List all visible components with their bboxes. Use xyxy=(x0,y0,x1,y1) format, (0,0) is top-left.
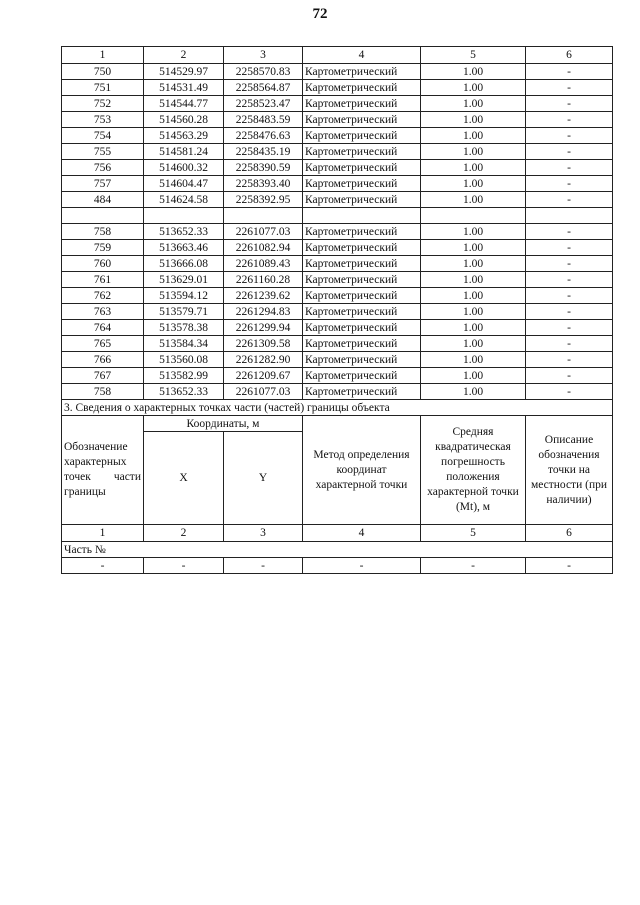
table-cell: 2261294.83 xyxy=(224,304,303,320)
table-row xyxy=(62,112,613,128)
table-cell: 1.00 xyxy=(421,288,526,304)
header-description: Описание обозначения точки на местности (при наличии) xyxy=(526,416,613,525)
table-cell: - xyxy=(526,256,613,272)
separator-row xyxy=(62,208,613,224)
table-row xyxy=(62,64,613,80)
table-cell: 1.00 xyxy=(421,192,526,208)
table-cell: 1.00 xyxy=(421,352,526,368)
table-cell: 1.00 xyxy=(421,224,526,240)
table-cell: - xyxy=(526,304,613,320)
header-coordinates: Координаты, м xyxy=(144,416,303,432)
table-cell: 1.00 xyxy=(421,176,526,192)
table-cell: Картометрический xyxy=(303,272,421,288)
section-3 xyxy=(62,400,613,574)
table-cell: - xyxy=(526,272,613,288)
table-cell: 1.00 xyxy=(421,336,526,352)
header-x: X xyxy=(144,432,224,525)
table-row xyxy=(62,320,613,336)
table-cell: Картометрический xyxy=(303,160,421,176)
table-cell: 762 xyxy=(62,288,144,304)
section-3-title: 3. Сведения о характерных точках части (частей) границы объекта xyxy=(62,400,613,416)
table-cell: 514563.29 xyxy=(144,128,224,144)
table-cell: 765 xyxy=(62,336,144,352)
table-cell: Картометрический xyxy=(303,352,421,368)
section-3-title-row xyxy=(62,400,613,416)
table-row xyxy=(62,288,613,304)
table-cell: - xyxy=(526,240,613,256)
table-cell: Картометрический xyxy=(303,320,421,336)
table-row xyxy=(62,224,613,240)
table-cell: 1.00 xyxy=(421,320,526,336)
table-cell: 755 xyxy=(62,144,144,160)
column-number: 4 xyxy=(303,525,421,542)
table-cell: - xyxy=(526,384,613,400)
table-cell: 514600.32 xyxy=(144,160,224,176)
header-method: Метод определения координат характерной точки xyxy=(303,416,421,525)
boundary-points-table xyxy=(61,46,613,574)
table-cell: 1.00 xyxy=(421,384,526,400)
table-cell: - xyxy=(526,320,613,336)
table-cell: Картометрический xyxy=(303,240,421,256)
table-cell: - xyxy=(526,558,613,574)
table-cell: 513582.99 xyxy=(144,368,224,384)
table-cell: Картометрический xyxy=(303,64,421,80)
table-cell: 757 xyxy=(62,176,144,192)
table-row xyxy=(62,368,613,384)
table-row xyxy=(62,144,613,160)
table-row xyxy=(62,240,613,256)
table-cell: - xyxy=(526,288,613,304)
table-cell: 752 xyxy=(62,96,144,112)
column-number: 2 xyxy=(144,47,224,64)
column-number: 2 xyxy=(144,525,224,542)
table-cell: 514581.24 xyxy=(144,144,224,160)
table-cell: 2261239.62 xyxy=(224,288,303,304)
table-cell: 2261077.03 xyxy=(224,224,303,240)
table-cell: - xyxy=(526,176,613,192)
table-cell: 754 xyxy=(62,128,144,144)
table-cell: 514544.77 xyxy=(144,96,224,112)
table-row xyxy=(62,336,613,352)
table-cell: 756 xyxy=(62,160,144,176)
table-cell: 1.00 xyxy=(421,64,526,80)
table-cell: - xyxy=(526,352,613,368)
table-cell: 513560.08 xyxy=(144,352,224,368)
table-cell: 2258393.40 xyxy=(224,176,303,192)
table-cell: 2258476.63 xyxy=(224,128,303,144)
table-cell: 513578.38 xyxy=(144,320,224,336)
table-row xyxy=(62,352,613,368)
table-cell: 1.00 xyxy=(421,272,526,288)
table-cell: - xyxy=(526,192,613,208)
part-label-row xyxy=(62,542,613,558)
table-cell: 1.00 xyxy=(421,160,526,176)
page-number: 72 xyxy=(312,6,328,22)
table-cell: 513594.12 xyxy=(144,288,224,304)
table-cell: - xyxy=(526,336,613,352)
table-cell: 758 xyxy=(62,384,144,400)
header-designation: Обозначение характерных точек части границы xyxy=(62,416,144,525)
table-row xyxy=(62,304,613,320)
table-cell: Картометрический xyxy=(303,144,421,160)
table-row xyxy=(62,96,613,112)
table-cell: 760 xyxy=(62,256,144,272)
table-cell: Картометрический xyxy=(303,96,421,112)
table-cell: 2261160.28 xyxy=(224,272,303,288)
table-cell: 513666.08 xyxy=(144,256,224,272)
table-cell: 1.00 xyxy=(421,368,526,384)
table-cell: - xyxy=(526,368,613,384)
table-row xyxy=(62,176,613,192)
table-cell: 758 xyxy=(62,224,144,240)
table-cell: Картометрический xyxy=(303,176,421,192)
table-cell: - xyxy=(303,558,421,574)
table-cell: - xyxy=(421,558,526,574)
empty-data-row xyxy=(62,558,613,574)
table-cell: - xyxy=(526,112,613,128)
table-cell: - xyxy=(144,558,224,574)
table-row xyxy=(62,128,613,144)
table-cell: 753 xyxy=(62,112,144,128)
table-cell: 514529.97 xyxy=(144,64,224,80)
table-cell: - xyxy=(526,128,613,144)
table-row xyxy=(62,272,613,288)
table-cell: Картометрический xyxy=(303,80,421,96)
table-cell: 759 xyxy=(62,240,144,256)
table-cell: Картометрический xyxy=(303,288,421,304)
table-cell: 2258570.83 xyxy=(224,64,303,80)
table-cell: 2258392.95 xyxy=(224,192,303,208)
table-cell: 514624.58 xyxy=(144,192,224,208)
table-cell: 2261089.43 xyxy=(224,256,303,272)
table-cell: 2258564.87 xyxy=(224,80,303,96)
table-cell: 513663.46 xyxy=(144,240,224,256)
table-cell: 767 xyxy=(62,368,144,384)
table-cell: Картометрический xyxy=(303,384,421,400)
table-row xyxy=(62,384,613,400)
table-row xyxy=(62,80,613,96)
table-cell: Картометрический xyxy=(303,224,421,240)
table-cell: 1.00 xyxy=(421,128,526,144)
table-cell: - xyxy=(62,558,144,574)
table-cell: 750 xyxy=(62,64,144,80)
table-cell: Картометрический xyxy=(303,128,421,144)
table-cell: 2258483.59 xyxy=(224,112,303,128)
table-cell: 2261209.67 xyxy=(224,368,303,384)
table-cell: 2261082.94 xyxy=(224,240,303,256)
header-y: Y xyxy=(224,432,303,525)
table-cell: - xyxy=(526,144,613,160)
column-number: 1 xyxy=(62,47,144,64)
table-row xyxy=(62,160,613,176)
table-cell: - xyxy=(526,80,613,96)
table-cell: - xyxy=(526,64,613,80)
table-cell: 513652.33 xyxy=(144,384,224,400)
table-cell: 2261309.58 xyxy=(224,336,303,352)
column-number: 4 xyxy=(303,47,421,64)
table-cell: - xyxy=(526,160,613,176)
table-cell: Картометрический xyxy=(303,368,421,384)
column-number: 3 xyxy=(224,525,303,542)
column-number: 1 xyxy=(62,525,144,542)
points-block-1 xyxy=(62,64,613,208)
table-cell: 513652.33 xyxy=(144,224,224,240)
table-cell: 1.00 xyxy=(421,144,526,160)
section-3-column-number-row xyxy=(62,525,613,542)
column-number: 6 xyxy=(526,47,613,64)
table-cell: Картометрический xyxy=(303,304,421,320)
table-cell: 1.00 xyxy=(421,112,526,128)
table-cell: 514604.47 xyxy=(144,176,224,192)
table-cell: 2261299.94 xyxy=(224,320,303,336)
table-cell: Картометрический xyxy=(303,112,421,128)
table-cell: 513584.34 xyxy=(144,336,224,352)
table-cell: 513629.01 xyxy=(144,272,224,288)
table-cell: 513579.71 xyxy=(144,304,224,320)
points-block-2 xyxy=(62,224,613,400)
table-cell: - xyxy=(526,224,613,240)
column-number-row xyxy=(62,47,613,64)
table-cell: 2258390.59 xyxy=(224,160,303,176)
table-cell: 2258435.19 xyxy=(224,144,303,160)
table-cell: 484 xyxy=(62,192,144,208)
table-cell: 2258523.47 xyxy=(224,96,303,112)
column-number: 5 xyxy=(421,47,526,64)
table-cell: 763 xyxy=(62,304,144,320)
column-number: 6 xyxy=(526,525,613,542)
table-row xyxy=(62,256,613,272)
table-cell: 1.00 xyxy=(421,96,526,112)
table-cell: 514560.28 xyxy=(144,112,224,128)
table-cell: 514531.49 xyxy=(144,80,224,96)
part-label: Часть № xyxy=(62,542,613,558)
column-number: 3 xyxy=(224,47,303,64)
table-cell: 766 xyxy=(62,352,144,368)
table-cell: 2261077.03 xyxy=(224,384,303,400)
table-cell: Картометрический xyxy=(303,336,421,352)
table-cell: 1.00 xyxy=(421,256,526,272)
column-number: 5 xyxy=(421,525,526,542)
table-cell: Картометрический xyxy=(303,192,421,208)
header-error: Средняя квадратическая погрешность положения характерной точки (Mt), м xyxy=(421,416,526,525)
table-row xyxy=(62,192,613,208)
table-cell: Картометрический xyxy=(303,256,421,272)
table-cell: 1.00 xyxy=(421,304,526,320)
table-cell: 761 xyxy=(62,272,144,288)
table-cell: 1.00 xyxy=(421,240,526,256)
table-cell: 764 xyxy=(62,320,144,336)
table-cell: - xyxy=(526,96,613,112)
table-cell: 751 xyxy=(62,80,144,96)
table-cell: 2261282.90 xyxy=(224,352,303,368)
table-cell: - xyxy=(224,558,303,574)
table-cell: 1.00 xyxy=(421,80,526,96)
